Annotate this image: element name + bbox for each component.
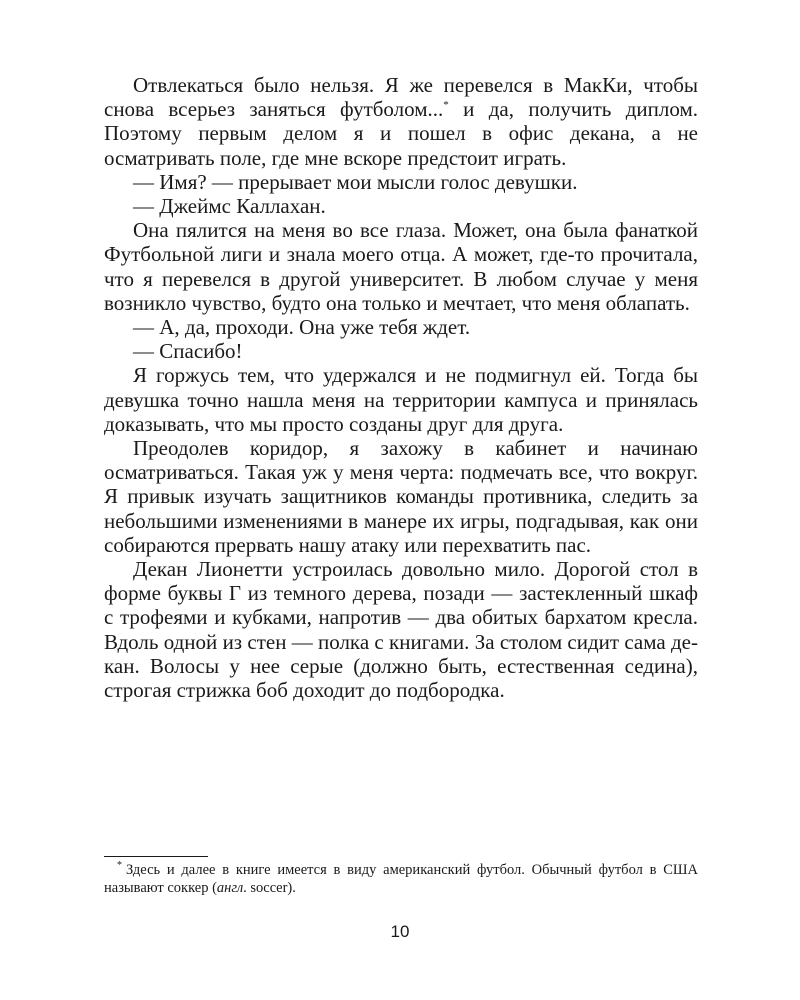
paragraph: Я горжусь тем, что удержался и не подмигнул ей. Тогда бы девушка точно нашла меня на территории кампуса и принялась доказывать, что мы просто созданы друг для друга. [104,363,698,436]
footnote-divider [104,856,208,857]
footnote-mark: * [117,860,122,872]
dialogue-line: — Имя? — прерывает мои мысли голос девушки. [133,169,578,194]
footnote-reference-mark: * [443,99,449,112]
footnote-text: Здесь и далее в книге имеется в виду американский футбол. Обычный футбол в США называют соккер ( [104,862,698,896]
body-text [104,73,698,702]
footnote-text-end: . soccer). [243,880,296,896]
paragraph-text: и да, получить диплом. Поэтому первым делом я и пошел в офис декана, а не осматривать поле, где мне вскоре предстоит играть. [104,97,698,170]
paragraph: Преодолев коридор, я захожу в кабинет и начинаю осматриваться. Такая уж у меня черта: подмечать все, что вокруг. Я привык изучать защитников команды противника, следить за небольшими изменениями в манере их игры, подгадывая, как они собираются прервать нашу атаку или перехватить пас. [104,436,698,557]
paragraph: Декан Лионетти устроилась довольно мило. Дорогой стол в форме буквы Г из темного дерева, позади — застекленный шкаф с трофеями и кубками, напротив — два обитых бархатом кресла. Вдоль одной из стен — полка с книгами. За столом сидит сама декан. Волосы у нее серые (должно быть, естественная седина), строгая стрижка боб доходит до подбородка. [104,557,698,703]
dialogue-line: — Спасибо! [133,339,243,364]
paragraph-text: Отвлекаться было нельзя. Я же перевелся в МакКи, чтобы снова всерьез заняться футболом... [104,73,698,122]
footnote-abbreviation: англ [216,880,244,896]
footnote [104,861,698,897]
dialogue-line: — А, да, проходи. Она уже тебя ждет. [133,315,471,340]
paragraph: Она пялится на меня во все глаза. Может, она была фанаткой Футбольной лиги и знала моего отца. А может, где-то прочитала, что я перевелся в другой университет. В любом случае у меня возникло чувство, будто она только и мечтает, что меня облапать. [104,218,698,315]
dialogue-line: — Джеймс Каллахан. [133,194,326,219]
page-number: 10 [390,922,410,941]
paragraph [104,73,698,170]
